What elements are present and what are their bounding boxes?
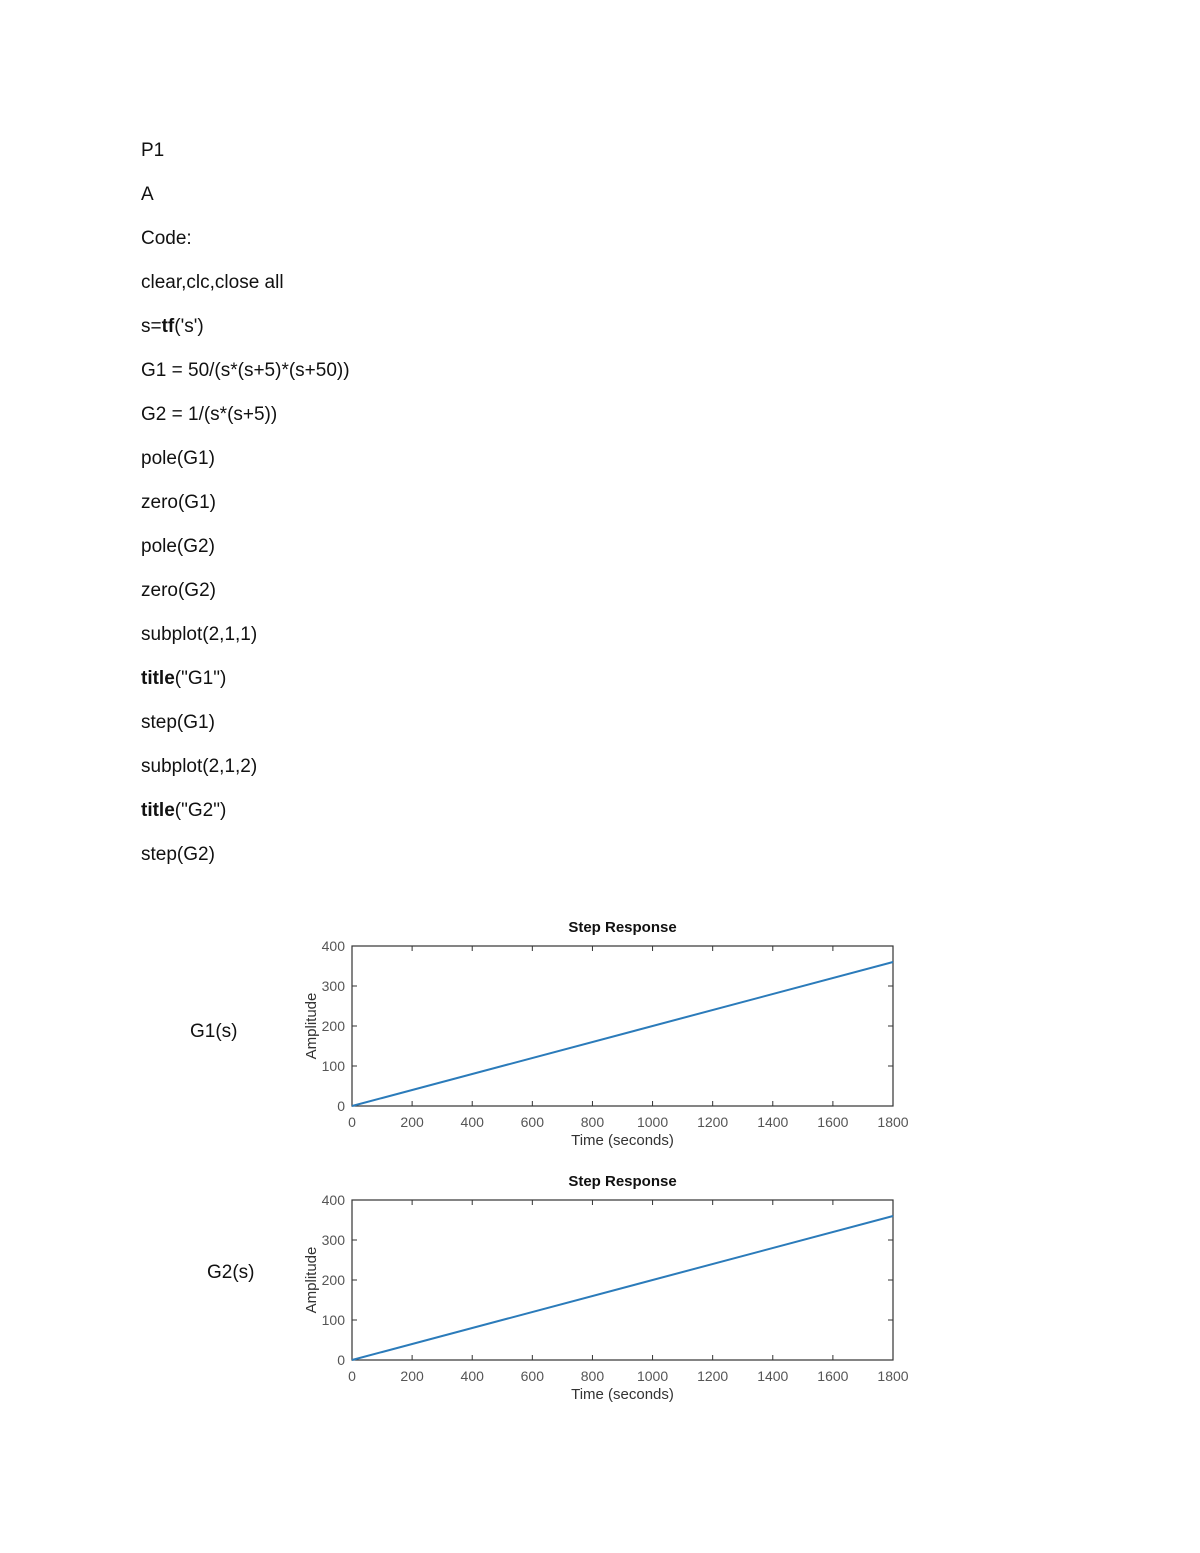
heading: P1 [141,140,165,161]
x-tick-label: 1000 [636,1114,669,1130]
x-tick-label: 200 [400,1368,424,1384]
x-tick-label: 0 [348,1114,356,1130]
g2-label: G2(s) [207,1262,255,1283]
code-text: G2 = 1/(s*(s+5)) [141,404,278,425]
chart-title: Step Response [568,919,677,936]
code-keyword: title [141,800,175,821]
x-tick-label: 1400 [757,1368,789,1384]
x-tick-label: 1800 [877,1114,909,1130]
x-axis-label: Time (seconds) [571,1386,674,1403]
code-text: s= [141,316,162,337]
code-text: pole(G1) [141,448,215,469]
y-tick-label: 100 [321,1312,345,1328]
y-tick-label: 400 [321,1192,345,1208]
y-tick-label: 300 [321,978,345,994]
plot-area [352,1200,893,1360]
code-text: zero(G2) [141,580,216,601]
x-tick-label: 0 [348,1368,356,1384]
x-tick-label: 1000 [636,1368,669,1384]
x-tick-label: 1800 [877,1368,909,1384]
y-tick-label: 200 [321,1272,345,1288]
x-tick-label: 1600 [817,1368,849,1384]
code-text: subplot(2,1,1) [141,624,258,645]
code-keyword: tf [161,316,175,337]
y-tick-label: 0 [337,1098,345,1114]
code-text: step(G2) [141,844,215,865]
x-tick-label: 600 [520,1368,545,1384]
part-label: A [141,184,154,205]
x-axis-label: Time (seconds) [571,1132,674,1149]
code-text: zero(G1) [141,492,216,513]
code-text: pole(G2) [141,536,215,557]
x-tick-label: 800 [580,1368,605,1384]
x-tick-label: 600 [520,1114,545,1130]
y-tick-label: 300 [321,1232,345,1248]
code-text: step(G1) [141,712,215,733]
y-axis-label: Amplitude [303,1246,320,1314]
y-tick-label: 400 [321,938,345,954]
code-text: G1 = 50/(s*(s+5)*(s+50)) [141,360,350,381]
plot-area [352,946,893,1106]
x-tick-label: 400 [460,1114,484,1130]
code-text: subplot(2,1,2) [141,756,258,777]
x-tick-label: 1200 [697,1114,729,1130]
y-axis-label: Amplitude [303,992,320,1060]
x-tick-label: 400 [460,1368,484,1384]
code-text: clear,clc,close all [141,272,284,293]
code-text: ('s') [174,316,204,337]
chart-title: Step Response [568,1173,677,1190]
y-tick-label: 200 [321,1018,345,1034]
x-tick-label: 1400 [757,1114,789,1130]
code-keyword: title [141,668,175,689]
x-tick-label: 200 [400,1114,424,1130]
x-tick-label: 800 [580,1114,605,1130]
x-tick-label: 1600 [817,1114,849,1130]
y-tick-label: 0 [337,1352,345,1368]
y-tick-label: 100 [321,1058,345,1074]
x-tick-label: 1200 [697,1368,729,1384]
g1-label: G1(s) [190,1021,238,1042]
code-text: ("G1") [174,668,227,689]
code-label: Code: [141,228,192,249]
code-text: ("G2") [174,800,227,821]
